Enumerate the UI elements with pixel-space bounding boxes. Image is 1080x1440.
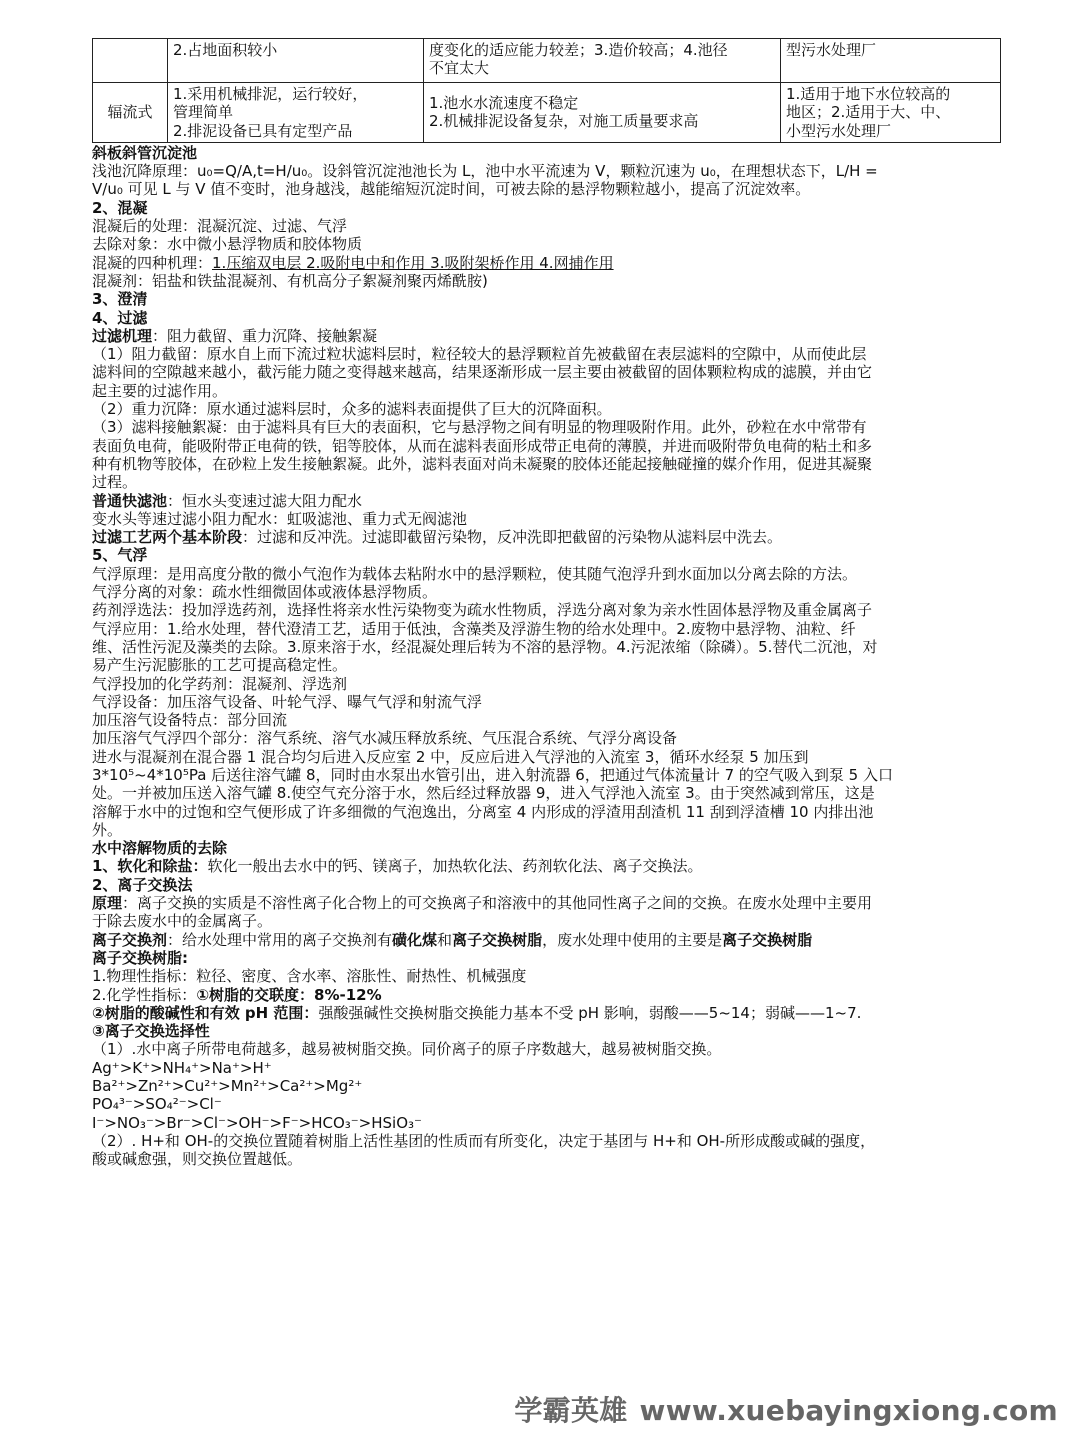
paragraph: （2）重力沉降：原水通过滤料层时，众多的滤料表面提供了巨大的沉降面积。 [92, 400, 612, 419]
paragraph: 酸或碱愈强，则交换位置越低。 [92, 1150, 303, 1169]
paragraph: 处。一并被加压送入溶气罐 8.使空气充分溶于水，然后经过释放器 9，进入气浮池入流室 3。由于突然减到常压，这是 [92, 784, 875, 803]
paragraph: V/u₀ 可见 L 与 V 值不变时，池身越浅，越能缩短沉淀时间，可被去除的悬浮物颗粒越小，提高了沉淀效率。 [92, 180, 811, 199]
table-row [93, 83, 1001, 143]
paragraph: 浅池沉降原理：u₀=Q/A,t=H/u₀。设斜管沉淀池池长为 L，池中水平流速为 V，颗粒沉速为 u₀，在理想状态下，L/H = [92, 162, 878, 181]
ion-series: Ag⁺>K⁺>NH₄⁺>Na⁺>H⁺ [92, 1058, 272, 1077]
paragraph: 溶解于水中的过饱和空气便形成了许多细微的气泡逸出，分离室 4 内形成的浮渣用刮渣机 11 刮到浮渣槽 10 内排出池 [92, 802, 874, 821]
section-heading: 斜板斜管沉淀池 [92, 143, 198, 162]
table-row [93, 39, 1001, 83]
paragraph: 混凝的四种机理：1.压缩双电层 2.吸附电中和作用 3.吸附架桥作用 4.网捕作用 [92, 253, 614, 272]
section-heading: 2、混凝 [92, 198, 148, 217]
paragraph: 种有机物等胶体，在砂粒上发生接触絮凝。此外，滤料表面对尚未凝聚的胶体还能起接触碰撞的媒介作用，促进其凝聚 [92, 454, 873, 473]
table-cell: 度变化的适应能力较差；3.造价较高；4.池径 不宜太大 [424, 39, 781, 83]
paragraph: 起主要的过滤作用。 [92, 381, 228, 400]
paragraph: 维、活性污泥及藻类的去除。3.原来溶于水，经混凝处理后转为不溶的悬浮物。4.污泥浓缩（除磷）。5.替代二沉池，对 [92, 637, 878, 656]
paragraph: 加压溶气气浮四个部分：溶气系统、溶气水减压释放系统、气压混合系统、气浮分离设备 [92, 729, 678, 748]
document-page [92, 38, 1000, 1169]
paragraph: 气浮设备：加压溶气设备、叶轮气浮、曝气气浮和射流气浮 [92, 692, 483, 711]
paragraph: 气浮分离的对象：疏水性细微固体或液体悬浮物质。 [92, 583, 438, 602]
paragraph: 变水头等速过滤小阻力配水：虹吸滤池、重力式无阀滤池 [92, 509, 468, 528]
paragraph: （2）. H+和 OH-的交换位置随着树脂上活性基团的性质而有所变化，决定于基团与 H+和 OH-所形成酸或碱的强度， [92, 1131, 876, 1150]
paragraph: 1.物理性指标：粒径、密度、含水率、溶胀性、耐热性、机械强度 [92, 967, 527, 986]
paragraph: 普通快滤池：恒水头变速过滤大阻力配水 [92, 491, 363, 510]
paragraph: 气浮应用：1.给水处理，替代澄清工艺，适用于低浊，含藻类及浮游生物的给水处理中。2.废物中悬浮物、油粒、纤 [92, 619, 856, 638]
table-cell: 型污水处理厂 [781, 39, 1001, 83]
paragraph: 离子交换树脂: [92, 948, 188, 967]
ion-series: PO₄³⁻>SO₄²⁻>Cl⁻ [92, 1095, 222, 1114]
paragraph: 外。 [92, 820, 123, 839]
paragraph: 气浮原理：是用高度分散的微小气泡作为载体去粘附水中的悬浮颗粒，使其随气泡浮升到水面加以分离去除的方法。 [92, 564, 858, 583]
paragraph: 3*10⁵~4*10⁵Pa 后送往溶气罐 8，同时由水泵出水管引出，进入射流器 6，把通过气体流量计 7 的空气吸入到泵 5 入口 [92, 765, 893, 784]
paragraph: 药剂浮选法：投加浮选药剂，选择性将亲水性污染物变为疏水性物质，浮选分离对象为亲水性固体悬浮物及重金属离子 [92, 601, 873, 620]
footer-brand: 学霸英雄 [514, 1394, 628, 1427]
section-heading: 水中溶解物质的去除 [92, 839, 228, 858]
paragraph: 易产生污泥膨胀的工艺可提高稳定性。 [92, 656, 348, 675]
paragraph: 过滤机理：阻力截留、重力沉降、接触絮凝 [92, 326, 378, 345]
paragraph: 加压溶气设备特点：部分回流 [92, 711, 288, 730]
paragraph: 过程。 [92, 473, 138, 492]
paragraph: 进水与混凝剂在混合器 1 混合均匀后进入反应室 2 中，反应后进入气浮池的入流室 3，循环水经泵 5 加压到 [92, 747, 809, 766]
table-cell: 辐流式 [93, 83, 168, 143]
paragraph: 去除对象：水中微小悬浮物质和胶体物质 [92, 235, 363, 254]
table-cell: 1.池水水流速度不稳定 2.机械排泥设备复杂，对施工质量要求高 [424, 83, 781, 143]
paragraph: 混凝剂：铝盐和铁盐混凝剂、有机高分子絮凝剂聚丙烯酰胺) [92, 271, 488, 290]
paragraph: （3）滤料接触絮凝：由于滤料具有巨大的表面积，它与悬浮物之间有明显的物理吸附作用。此外，砂粒在水中常带有 [92, 418, 867, 437]
paragraph: 离子交换剂：给水处理中常用的离子交换剂有磺化煤和离子交换树脂，废水处理中使用的主要是离子交换树脂 [92, 930, 813, 949]
paragraph: ②树脂的酸碱性和有效 pH 范围：强酸强碱性交换树脂交换能力基本不受 pH 影响，弱酸——5~14；弱碱——1~7. [92, 1003, 862, 1022]
paragraph: 于除去废水中的金属离子。 [92, 912, 273, 931]
comparison-table [92, 38, 1001, 143]
paragraph: 表面负电荷，能吸附带正电荷的铁，铝等胶体，从而在滤料表面形成带正电荷的薄膜，并进而吸附带负电荷的粘土和多 [92, 436, 873, 455]
paragraph: 过滤工艺两个基本阶段：过滤和反冲洗。过滤即截留污染物，反冲洗即把截留的污染物从滤料层中洗去。 [92, 528, 783, 547]
paragraph: 1、软化和除盐：软化一般出去水中的钙、镁离子，加热软化法、药剂软化法、离子交换法。 [92, 857, 703, 876]
footer-watermark [514, 1394, 1058, 1428]
paragraph: 混凝后的处理：混凝沉淀、过滤、气浮 [92, 217, 348, 236]
paragraph: 原理：离子交换的实质是不溶性离子化合物上的可交换离子和溶液中的其他同性离子之间的交换。在废水处理中主要用 [92, 894, 873, 913]
table-cell: 2.占地面积较小 [168, 39, 424, 83]
footer-url: www.xuebayingxiong.com [639, 1394, 1058, 1427]
table-cell: 1.采用机械排泥，运行较好， 管理简单 2.排泥设备已具有定型产品 [168, 83, 424, 143]
ion-series: I⁻>NO₃⁻>Br⁻>Cl⁻>OH⁻>F⁻>HCO₃⁻>HSiO₃⁻ [92, 1113, 422, 1132]
table-cell [93, 39, 168, 83]
section-heading: 3、澄清 [92, 290, 148, 309]
paragraph: （1）.水中离子所带电荷越多，越易被树脂交换。同价离子的原子序数越大，越易被树脂交换。 [92, 1040, 722, 1059]
section-heading: 2、离子交换法 [92, 875, 193, 894]
paragraph: ③离子交换选择性 [92, 1022, 210, 1041]
section-heading: 4、过滤 [92, 308, 148, 327]
ion-series: Ba²⁺>Zn²⁺>Cu²⁺>Mn²⁺>Ca²⁺>Mg²⁺ [92, 1077, 363, 1096]
paragraph: 滤料间的空隙越来越小，截污能力随之变得越来越高，结果逐渐形成一层主要由被截留的固体颗粒构成的滤膜，并由它 [92, 363, 873, 382]
section-heading: 5、气浮 [92, 546, 148, 565]
paragraph: （1）阻力截留：原水自上而下流过粒状滤料层时，粒径较大的悬浮颗粒首先被截留在表层滤料的空隙中，从而使此层 [92, 345, 867, 364]
paragraph: 气浮投加的化学药剂：混凝剂、浮选剂 [92, 674, 348, 693]
table-cell: 1.适用于地下水位较高的 地区；2.适用于大、中、 小型污水处理厂 [781, 83, 1001, 143]
paragraph: 2.化学性指标：①树脂的交联度：8%-12% [92, 985, 382, 1004]
